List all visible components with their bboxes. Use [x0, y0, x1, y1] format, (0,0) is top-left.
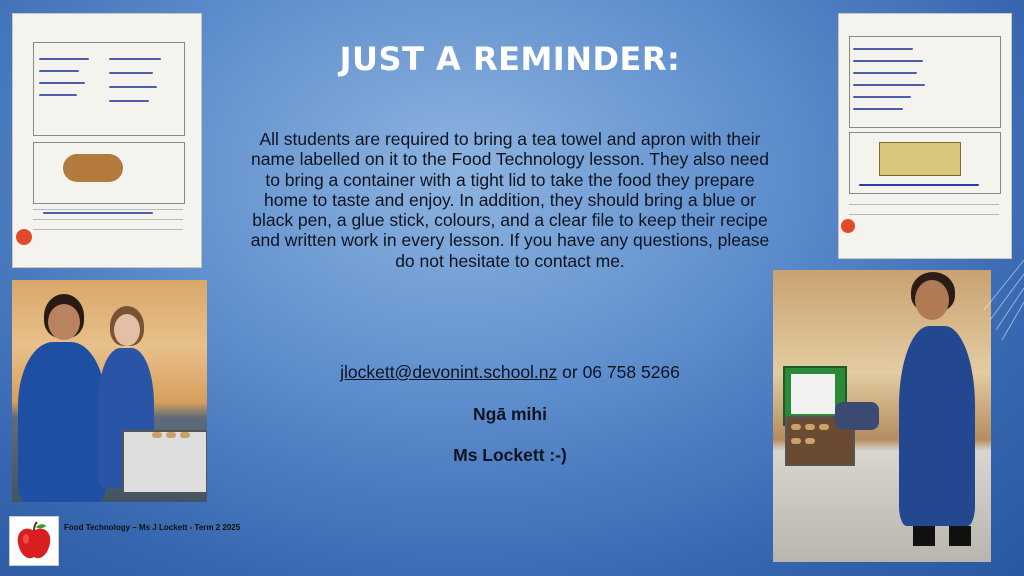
worksheet-photo-left	[12, 13, 202, 268]
student-oven-photo	[773, 270, 991, 562]
apple-icon	[10, 517, 58, 565]
greeting: Ngā mihi	[473, 404, 547, 424]
slide-title: JUST A REMINDER:	[339, 40, 681, 78]
phone-number: 06 758 5266	[582, 362, 680, 382]
signature: Ms Lockett :-)	[453, 445, 567, 465]
contact-line	[250, 362, 770, 383]
footer-text: Food Technology – Ms J Lockett - Term 2 2025	[64, 523, 241, 532]
apple-logo	[9, 516, 59, 566]
reminder-text: All students are required to bring a tea towel and apron with their name labelled on it to the Food Technology lesson. They also need to bring a container with a tight lid to take the food they prepare home to taste and enjoy. In addition, they should bring a blue or black pen, a glue stick, colours, and a clear file to keep their recipe and written work in every lesson. If you have any questions, please do not hesitate to contact me.	[250, 129, 770, 271]
email-link[interactable]: jlockett@devonint.school.nz	[340, 362, 558, 382]
students-kitchen-photo	[12, 280, 207, 502]
worksheet-photo-right	[838, 13, 1012, 259]
decorative-lines	[984, 250, 1024, 370]
contact-separator: or	[557, 362, 583, 382]
